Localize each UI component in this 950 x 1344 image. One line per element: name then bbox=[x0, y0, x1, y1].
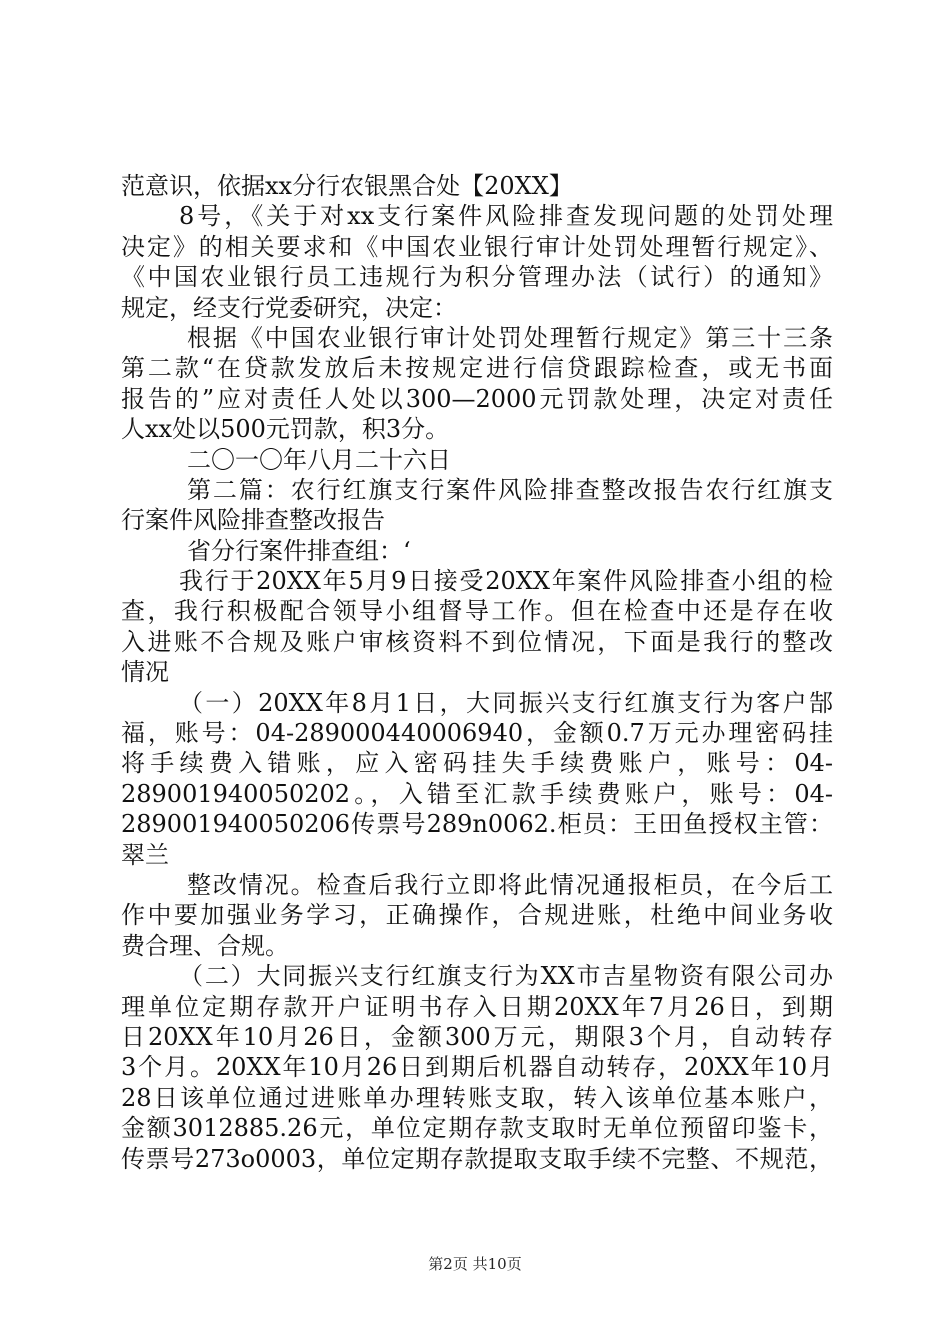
text-line: 理单位定期存款开户证明书存入日期20XX年7月26日，到期 bbox=[121, 992, 833, 1021]
text-line: 第二款“在贷款发放后未按规定进行信贷跟踪检查，或无书面 bbox=[121, 354, 833, 383]
text-line: 日20XX年10月26日，金额300万元，期限3个月，自动转存 bbox=[121, 1022, 833, 1051]
text-line: 28日该单位通过进账单办理转账支取，转入该单位基本账户， bbox=[121, 1083, 833, 1112]
text-line: 289001940050206传票号289n0062.柜员：王田鱼授权主管： bbox=[121, 810, 833, 839]
text-line: 《中国农业银行员工违规行为积分管理办法（试行）的通知》 bbox=[121, 263, 833, 292]
text-line: 范意识，依据xx分行农银黑合处【20XX】 bbox=[121, 172, 573, 200]
text-line: 将手续费入错账，应入密码挂失手续费账户，账号：04- bbox=[121, 749, 833, 778]
date-line: 二〇一〇年八月二十六日 bbox=[187, 445, 451, 474]
text-line: 费合理、合规。 bbox=[121, 931, 289, 960]
text-line: 决定》的相关要求和《中国农业银行审计处罚处理暂行规定》、 bbox=[121, 232, 833, 261]
text-line: 查，我行积极配合领导小组督导工作。但在检查中还是存在收 bbox=[121, 597, 833, 626]
text-line: 翠兰 bbox=[121, 840, 169, 869]
text-line: 8号，《关于对xx支行案件风险排查发现问题的处罚处理 bbox=[179, 202, 833, 231]
text-line: 整改情况。检查后我行立即将此情况通报柜员，在今后工 bbox=[187, 870, 833, 899]
text-line: 金额3012885.26元，单位定期存款支取时无单位预留印鉴卡， bbox=[121, 1114, 833, 1143]
text-line: 人xx处以500元罚款，积3分。 bbox=[121, 415, 450, 444]
text-line: （一）20XX年8月1日，大同振兴支行红旗支行为客户郜 bbox=[179, 688, 833, 717]
text-line: 规定，经支行党委研究，决定： bbox=[121, 293, 457, 322]
text-line: 289001940050202。，入错至汇款手续费账户，账号：04- bbox=[121, 779, 833, 808]
section-heading: 行案件风险排查整改报告 bbox=[121, 506, 385, 535]
document-body bbox=[121, 171, 833, 1174]
text-line: 传票号273o0003，单位定期存款提取支取手续不完整、不规范， bbox=[121, 1144, 833, 1173]
page-footer: 第2页 共10页 bbox=[428, 1255, 522, 1273]
text-line: 报告的”应对责任人处以300—2000元罚款处理，决定对责任 bbox=[121, 384, 833, 413]
text-line: （二）大同振兴支行红旗支行为XX市吉星物资有限公司办 bbox=[179, 962, 833, 991]
text-line: 福，账号：04-289000440006940，金额0.7万元办理密码挂 bbox=[121, 719, 833, 748]
text-line: 3个月。20XX年10月26日到期后机器自动转存，20XX年10月 bbox=[121, 1053, 833, 1082]
text-line: 省分行案件排查组：‘ bbox=[187, 536, 411, 565]
text-line: 根据《中国农业银行审计处罚处理暂行规定》第三十三条 bbox=[187, 323, 833, 352]
text-line: 作中要加强业务学习，正确操作，合规进账，杜绝中间业务收 bbox=[121, 901, 833, 930]
section-heading: 第二篇：农行红旗支行案件风险排查整改报告农行红旗支 bbox=[187, 475, 833, 504]
text-line: 情况 bbox=[121, 658, 169, 687]
text-line: 我行于20XX年5月9日接受20XX年案件风险排查小组的检 bbox=[179, 567, 833, 596]
text-line: 入进账不合规及账户审核资料不到位情况，下面是我行的整改 bbox=[121, 627, 833, 656]
